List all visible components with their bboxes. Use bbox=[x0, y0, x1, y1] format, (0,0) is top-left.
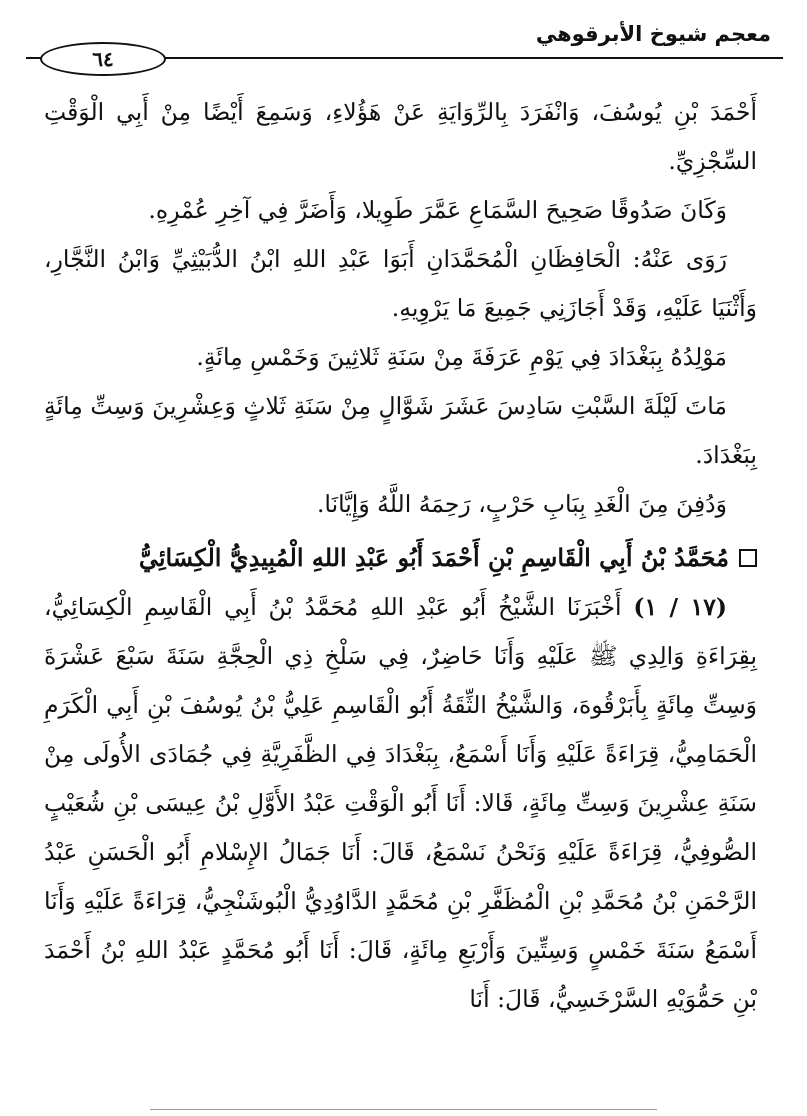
paragraph: وَدُفِنَ مِنَ الْغَدِ بِبَابِ حَرْبٍ، رَحِمَهُ اللَّهُ وَإِيَّانَا. bbox=[316, 490, 727, 518]
paragraph: وَكَانَ صَدُوقًا صَحِيحَ السَّمَاعِ عَمَّرَ طَوِيلا، وَأَضَرَّ فِي آخِرِ عُمْرِهِ. bbox=[148, 196, 727, 224]
book-title: معجم شيوخ الأبرقوهي bbox=[535, 22, 771, 46]
page-body bbox=[44, 88, 757, 1024]
page-number: ٦٤ bbox=[92, 47, 114, 71]
square-bullet-icon bbox=[739, 549, 757, 567]
paragraph: مَوْلِدُهُ بِبَغْدَادَ فِي يَوْمِ عَرَفَةَ مِنْ سَنَةِ ثَلاثِينَ وَخَمْسِ مِائَةٍ. bbox=[196, 343, 727, 371]
paragraph: مَاتَ لَيْلَةَ السَّبْتِ سَادِسَ عَشَرَ شَوَّالٍ مِنْ سَنَةِ ثَلاثٍ وَعِشْرِينَ وَسِتِّ مِائَةٍ بِبَغْدَادَ. bbox=[44, 392, 757, 469]
paragraph: رَوَى عَنْهُ: الْحَافِظَانِ الْمُحَمَّدَانِ أَبَوَا عَبْدِ اللهِ ابْنُ الدُّبَيْثِيِّ وَابْنُ النَّجَّارِ، وَأَثْنَيَا عَلَيْهِ، وَقَدْ أَجَازَنِي جَمِيعَ مَا يَرْوِيهِ. bbox=[44, 245, 757, 322]
entry-heading-text: مُحَمَّدُ بْنُ أَبِي الْقَاسِمِ بْنِ أَحْمَدَ أَبُو عَبْدِ اللهِ الْمُبِيدِيُّ الْكِسَائِيُّ bbox=[138, 543, 729, 572]
paragraph: أَحْمَدَ بْنِ يُوسُفَ، وَانْفَرَدَ بِالرِّوَايَةِ عَنْ هَؤُلاءِ، وَسَمِعَ أَيْضًا مِنْ أَبِي الْوَقْتِ السِّجْزِيِّ. bbox=[44, 98, 757, 175]
page-number-badge bbox=[40, 42, 166, 76]
hadith-number: (١٧ / ١) bbox=[633, 593, 727, 621]
page-header bbox=[0, 0, 807, 70]
footer-rule bbox=[150, 1109, 657, 1110]
hadith-text: أَخْبَرَنَا الشَّيْخُ أَبُو عَبْدِ اللهِ مُحَمَّدُ بْنُ أَبِي الْقَاسِمِ الْكِسَائِيُّ، بِقِرَاءَةِ وَالِدِي ﷺ عَلَيْهِ وَأَنَا حَاضِرٌ، فِي سَلْخِ ذِي الْحِجَّةِ سَنَةَ سَبْعَ عَشْرَةَ وَسِتِّ مِائَةٍ بِأَبَرْقُوهَ، وَالشَّيْخُ الثِّقَةُ أَبُو الْقَاسِمِ عَلِيُّ بْنُ يُوسُفَ بْنِ أَبِي الْكَرَمِ الْحَمَامِيُّ، قِرَاءَةً عَلَيْهِ وَأَنَا أَسْمَعُ، بِبَغْدَادَ فِي الظَّفَرِيَّةِ فِي جُمَادَى الأُولَى مِنْ سَنَةِ عِشْرِينَ وَسِتِّ مِائَةٍ، قَالا: أَنَا أَبُو الْوَقْتِ عَبْدُ الأَوَّلِ بْنُ عِيسَى بْنِ شُعَيْبٍ الصُّوفِيُّ، قِرَاءَةً عَلَيْهِ وَنَحْنُ نَسْمَعُ، قَالَ: أَنَا جَمَالُ الإِسْلامِ أَبُو الْحَسَنِ عَبْدُ الرَّحْمَنِ بْنُ مُحَمَّدِ بْنِ الْمُظَفَّرِ بْنِ مُحَمَّدٍ الدَّاوُدِيُّ الْبُوشَنْجِيُّ، قِرَاءَةً عَلَيْهِ وَأَنَا أَسْمَعُ سَنَةَ خَمْسٍ وَسِتِّينَ وَأَرْبَعِ مِائَةٍ، قَالَ: أَنَا أَبُو مُحَمَّدٍ عَبْدُ اللهِ بْنُ أَحْمَدَ بْنِ حَمُّوَيْهِ السَّرْخَسِيُّ، قَالَ: أَنَا bbox=[44, 593, 757, 1013]
hadith-paragraph bbox=[44, 583, 757, 1024]
entry-heading bbox=[44, 533, 757, 583]
